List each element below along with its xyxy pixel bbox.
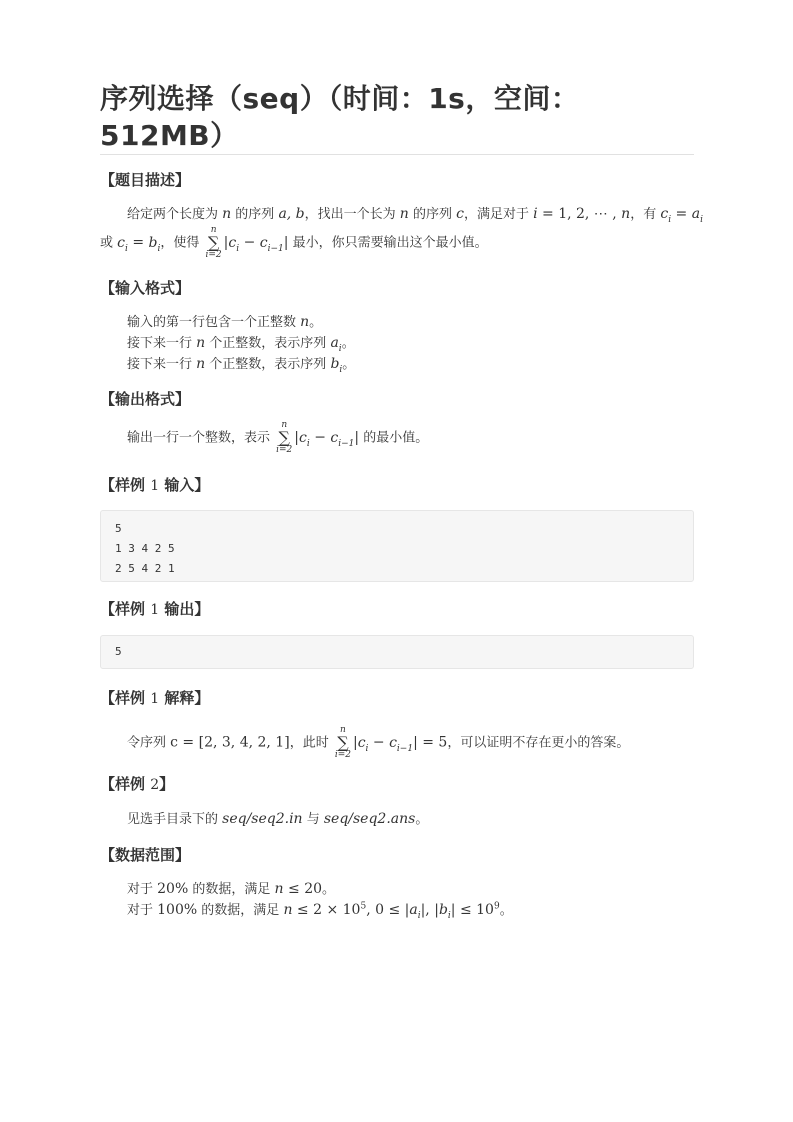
- math-n: n: [399, 206, 409, 222]
- sample1-output-code[interactable]: 5: [100, 635, 694, 669]
- math-seq-c: c = [2, 3, 4, 2, 1]: [170, 734, 290, 751]
- title-divider: [100, 154, 694, 155]
- summation-symbol: n ∑ i=2: [205, 225, 222, 260]
- output-format-line-1: 输出一行一个整数，表示 n ∑ i=2 $|c_i - c_{i-1}|$ 的最小值。: [127, 420, 429, 455]
- constraints-line-1: 对于 20% 的数据，满足 n ≤ 20。: [127, 881, 336, 897]
- description-heading: 【题目描述】: [100, 171, 191, 189]
- summation-symbol: n ∑ i=2: [334, 725, 351, 760]
- description-line-2: 或 $c_i = b_i$，使得 n ∑ i=2 $|c_i - c_{i-1}|$ 最小，你只需要输出这个最小值。: [100, 225, 488, 260]
- math-c: c: [456, 206, 464, 222]
- sample1-explain-line: 令序列 c = [2, 3, 4, 2, 1]，此时 n ∑ i=2 $|c_i - c_{i-1}| = 5$，可以证明不存在更小的答案。: [127, 725, 630, 760]
- output-format-heading: 【输出格式】: [100, 390, 191, 408]
- sample1-output-heading: 【样例 1 输出】: [100, 600, 210, 618]
- sample2-input-file: seq/seq2.in: [222, 811, 303, 827]
- math-a-b: a, b: [278, 206, 305, 222]
- input-format-heading: 【输入格式】: [100, 279, 191, 297]
- constraints-line-2: 对于 100% 的数据，满足 $n \le 2 \times 10^5$, $0 \le |a_i|$, $|b_i| \le 10^9$。: [127, 901, 513, 921]
- constraints-heading: 【数据范围】: [100, 846, 191, 864]
- math-index-range: i = 1, 2, ⋯ , n: [533, 206, 631, 222]
- math-n-le-20: n ≤ 20: [274, 881, 323, 897]
- sample2-line: 见选手目录下的 seq/seq2.in 与 seq/seq2.ans。: [127, 811, 429, 827]
- sample1-input-code[interactable]: 5 1 3 4 2 5 2 5 4 2 1: [100, 510, 694, 582]
- input-format-line-2: 接下来一行 n 个正整数，表示序列 $a_i$。: [127, 335, 355, 354]
- math-n: n: [222, 206, 232, 222]
- page-title: 序列选择（seq）（时间：1s，空间：512MB）: [100, 82, 580, 152]
- math-ci-eq-bi: $c_i = b_i$: [117, 234, 161, 254]
- math-full-constraints: $n \le 2 \times 10^5$, $0 \le |a_i|$, $|b_i| \le 10^9$: [283, 901, 500, 921]
- sample2-heading: 【样例 2】: [100, 775, 175, 793]
- input-format-line-1: 输入的第一行包含一个正整数 n。: [127, 314, 323, 330]
- input-format-line-3: 接下来一行 n 个正整数，表示序列 $b_i$。: [127, 356, 356, 375]
- summation-symbol: n ∑ i=2: [276, 420, 293, 455]
- sample1-input-heading: 【样例 1 输入】: [100, 476, 210, 494]
- description-line-1: 给定两个长度为 n 的序列 a, b，找出一个长为 n 的序列 c，满足对于 i = 1, 2, ⋯ , n，有 $c_i = a_i$: [127, 206, 703, 225]
- sample2-answer-file: seq/seq2.ans: [323, 811, 416, 827]
- math-abs-diff: $|c_i - c_{i-1}|$: [223, 234, 289, 254]
- math-ci-eq-ai: $c_i = a_i$: [660, 206, 703, 225]
- sample1-explain-heading: 【样例 1 解释】: [100, 689, 210, 707]
